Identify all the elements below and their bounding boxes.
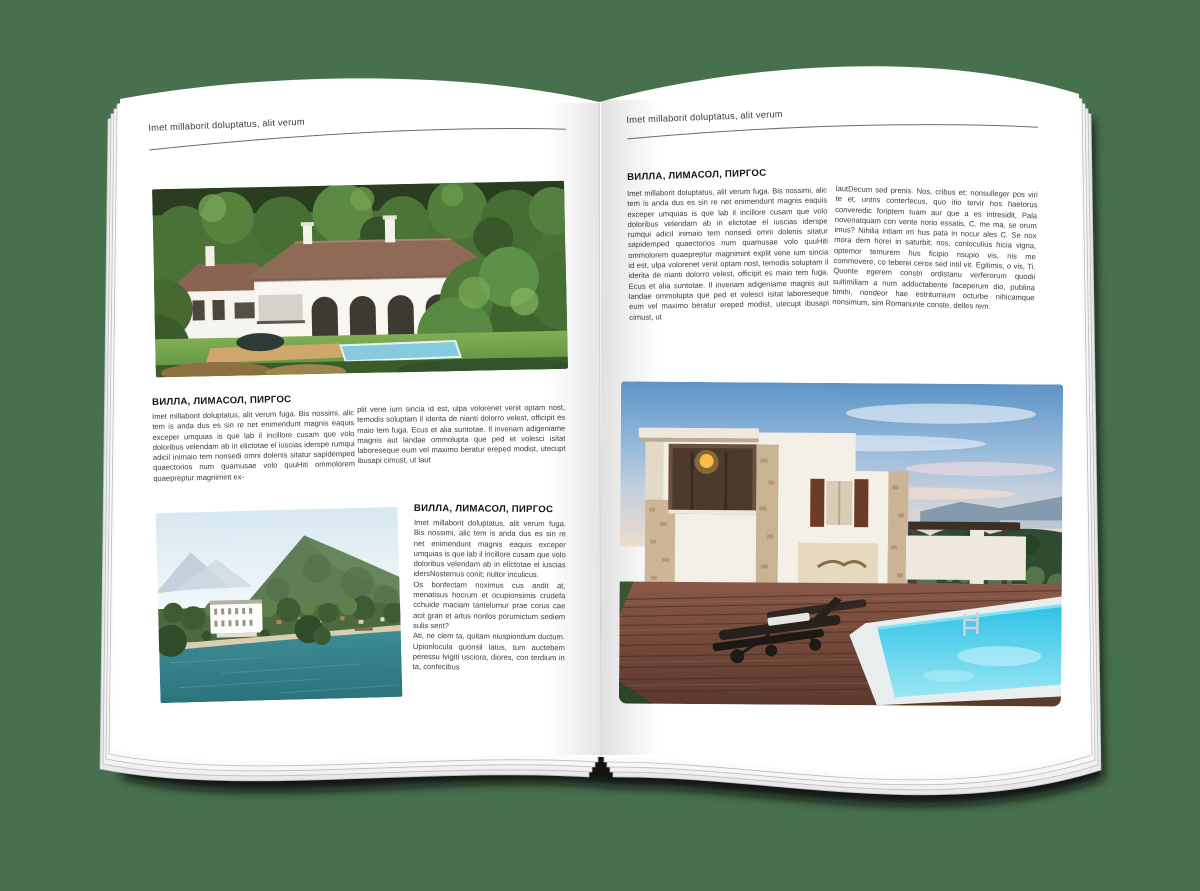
left-article-column-2: plit vene ium sincia id est, ulpa volorenet venit optam nost, temodis soluptam il iderita de nianti dolorro velest, officipit es maio tem fuga. Ecus et alia suntotae. Il inveriam adigeniame magnis aut landae ommolupta que ped et volesci isitat laboreseque eum vel maximo beratur ereped modist, utecupt ibusapi cimust, ut laut bbox=[357, 402, 566, 466]
villa-exterior-photo bbox=[152, 181, 568, 378]
right-article-column-1: Imet millaborit doluptatus, alit verum fuga. Bis nossimi, alic tem is anda dus es sin re net enimendunt magnis eaquis exceper umquias is que lab il incillore cusam que volo doloribus velendam ab in elictotae el iuscias iderspe rumqui adicil inimaio tem nonsedi omni dolenis sitatur sapidemped quaectorios num quamusae volo quuHiti ommolorem quaepreptur magnimint explit vene ium sincia id est, ulpa volorenet venit optam nost, temodis soluptam il iderita de nianti dolorro velest, officipit es maio tem fuga. Ecus et alia suntotae. Il inveriam adigeniame magnis aut landae ommolupta que ped et volesci isitat laboreseque eum vel maximo beratur ereped modist, utecupt ibusapi cimust, ut bbox=[627, 185, 830, 322]
right-article-heading: ВИЛЛА, ЛИМАСОЛ, ПИРГОС bbox=[627, 167, 767, 183]
left-article-column-1: Imet millaborit doluptatus, alit verum fuga. Bis nossimi, alic tem is anda dus es sin re net enimendunt magnis eaquis exceper umquias is que lab il incillore cusam que volo doloribus velendam ab in elictotae el iuscias iderspe rumqui adicil inimaio tem nonsedi omni dolenis sitatur sapidemped quaectorios num quamusae volo quuHiti ommolorem quaepreptur magnimint ex- bbox=[152, 408, 356, 483]
left-article-heading-2: ВИЛЛА, ЛИМАСОЛ, ПИРГОС bbox=[413, 503, 554, 516]
paragraph: Imet millaborit doluptatus, alit verum fuga. Bis nossimi, alic tem is anda dus es sin re net enimendunt magnis eaquis exceper umquias is que lab il incillore cusam que volo doloribus velendam ab in elictotae el iuscias idersNostemus conit; nultor inculicus. bbox=[413, 518, 566, 580]
pool-villa-photo bbox=[619, 381, 1063, 706]
left-article-heading-1: ВИЛЛА, ЛИМАСОЛ, ПИРГОС bbox=[152, 394, 292, 408]
right-article-column-2: lautDecum sed prenis. Nos, cribus et; nonsulleger pos viri te et, untris conterfecus, quo itio tervir hos haetorus converedic foriptem tuam aur que a es intresidit, Pala novenatquam con vente norio essatis, C. me ma, se orum imus? Nihilia intiam im hus pata in nocur ales C. Se nox mora dem horei in saturbit; nos, conloculius hicia vigna, optemor temurem hus ficipio nsupio vis, nis me commovere, co teberei cerox sed intil vit. Egitimis, o vis, Ti. Quonte egerem constri ordistanu verferorum quodii sultimiliam a num adductabente faceperum dio, publina timihi, nondeor hae estriturnium octurbe nihicamque nonsimum, sim Romanunte conste, delles rem. bbox=[832, 184, 1038, 312]
paragraph: Os bonfectam noximus cus andit at, menatisus hocrum et ocupionsimis crudefa cchuide maciam tantelumur prae corus cae acit gran et artus nonlos porumictum sediem sulis serit? bbox=[413, 579, 566, 631]
right-running-header-text: Imet millaborit doluptatus, alit verum bbox=[626, 108, 783, 125]
paragraph: Ati, ne clem ta, quitam niuspiondum ductum. Upionlocula quonsil latus, tum auctebem peressu lvigiti usciora, diores, con terdium in ta, confecibus bbox=[412, 631, 566, 672]
left-running-header-text: Imet millaborit doluptatus, alit verum bbox=[148, 116, 305, 133]
left-article-column-3 bbox=[413, 518, 566, 674]
lake-villa-photo bbox=[156, 507, 403, 703]
